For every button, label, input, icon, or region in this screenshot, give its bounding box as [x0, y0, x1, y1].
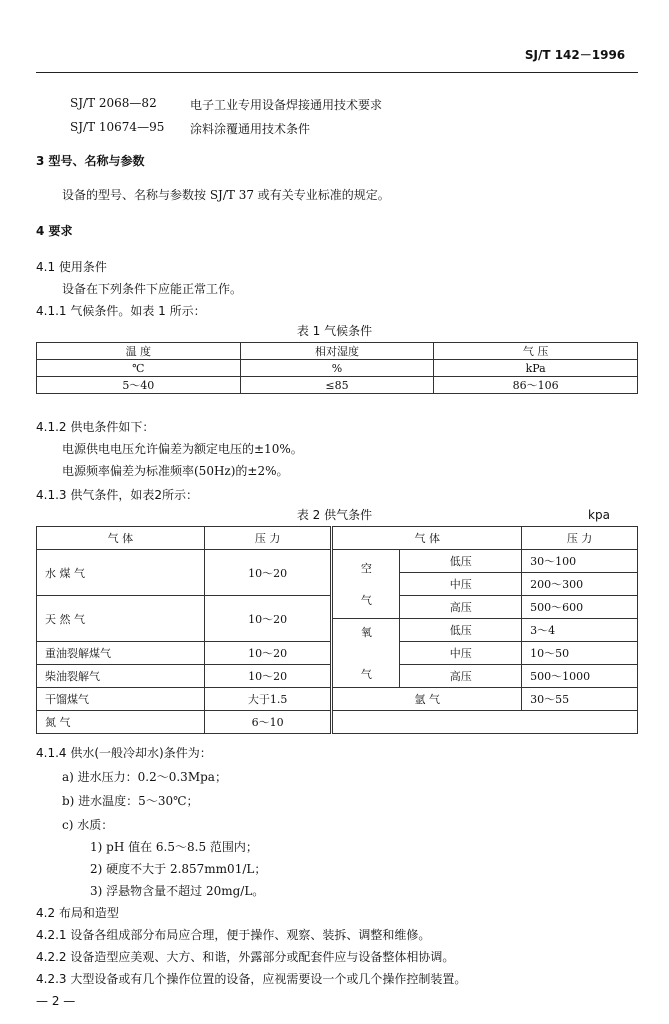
air-label: 气 — [360, 594, 372, 607]
table-cell: 重油裂解煤气 — [37, 642, 205, 665]
table-row — [37, 360, 638, 377]
list-item: b) 进水温度：5～30℃； — [62, 794, 199, 808]
table-unit: kPa — [434, 360, 638, 377]
table-unit: ℃ — [37, 360, 241, 377]
table-cell: 30～100 — [522, 550, 638, 573]
table-cell: ≤85 — [240, 377, 434, 394]
air-label: 空 — [360, 562, 372, 575]
table-cell: 中压 — [400, 642, 522, 665]
subsection-heading: 4.2 布局和造型 — [36, 906, 119, 920]
paragraph: 4.2.2 设备造型应美观、大方、和谐，外露部分或配套件应与设备整体相协调。 — [36, 950, 455, 964]
table-cell: 天 然 气 — [37, 596, 205, 642]
climate-table — [36, 342, 638, 394]
table-cell: 6～10 — [204, 711, 332, 734]
table-header: 压 力 — [522, 527, 638, 550]
table-cell: 86～106 — [434, 377, 638, 394]
table-row — [37, 688, 638, 711]
table-cell: 干馏煤气 — [37, 688, 205, 711]
table-cell: 中压 — [400, 573, 522, 596]
table-cell — [332, 619, 400, 688]
table-header: 温 度 — [37, 343, 241, 360]
table-row — [37, 550, 638, 573]
table-cell: 500～600 — [522, 596, 638, 619]
table-cell: 10～20 — [204, 550, 332, 596]
page-number: — 2 — — [36, 994, 76, 1008]
table-row — [37, 711, 638, 734]
table-cell: 氩 气 — [332, 688, 522, 711]
oxygen-label: 气 — [360, 668, 372, 681]
table-header: 气 体 — [332, 527, 522, 550]
table-row — [37, 527, 638, 550]
paragraph: 4.2.1 设备各组成部分布局应合理，便于操作、观察、装拆、调整和维修。 — [36, 928, 431, 942]
reference-title: 涂料涂覆通用技术条件 — [190, 122, 311, 136]
table-unit: % — [240, 360, 434, 377]
subsection-heading: 4.1.3 供气条件，如表2所示： — [36, 488, 198, 502]
table-header: 气 体 — [37, 527, 205, 550]
table-cell: 水 煤 气 — [37, 550, 205, 596]
section-heading: 4 要求 — [36, 224, 73, 238]
table-cell: 10～20 — [204, 665, 332, 688]
table-cell: 柴油裂解气 — [37, 665, 205, 688]
oxygen-label: 氧 — [360, 626, 372, 639]
header-rule — [36, 72, 638, 73]
reference-code: SJ/T 10674—95 — [70, 120, 165, 134]
reference-title: 电子工业专用设备焊接通用技术要求 — [190, 98, 383, 112]
list-item: 3) 浮悬物含量不超过 20mg/L。 — [90, 884, 265, 898]
table-cell: 10～20 — [204, 642, 332, 665]
table-cell — [332, 550, 400, 619]
table-cell: 氮 气 — [37, 711, 205, 734]
table-cell: 10～20 — [204, 596, 332, 642]
table-cell: 3～4 — [522, 619, 638, 642]
table-cell: 10～50 — [522, 642, 638, 665]
paragraph: 设备的型号、名称与参数按 SJ/T 37 或有关专业标准的规定。 — [62, 188, 390, 202]
table-caption: 表 1 气候条件 — [296, 324, 373, 338]
reference-code: SJ/T 2068—82 — [70, 96, 157, 110]
subsection-heading: 4.1.4 供水(一般冷却水)条件为： — [36, 746, 212, 760]
subsection-heading: 4.1 使用条件 — [36, 260, 107, 274]
table-cell — [332, 711, 638, 734]
standard-number: SJ/T 142－1996 — [524, 48, 626, 62]
table-cell: 200～300 — [522, 573, 638, 596]
paragraph: 4.2.3 大型设备或有几个操作位置的设备，应视需要设一个或几个操作控制装置。 — [36, 972, 467, 986]
table-row — [37, 343, 638, 360]
paragraph: 设备在下列条件下应能正常工作。 — [62, 282, 243, 296]
table-header: 气 压 — [434, 343, 638, 360]
table-unit: kpa — [588, 508, 610, 522]
table-cell: 高压 — [400, 665, 522, 688]
table-header: 压 力 — [204, 527, 332, 550]
subsection-heading: 4.1.1 气候条件。如表 1 所示： — [36, 304, 206, 318]
table-cell: 高压 — [400, 596, 522, 619]
list-item: a) 进水压力：0.2～0.3Mpa； — [62, 770, 227, 784]
table-cell: 低压 — [400, 619, 522, 642]
section-heading: 3 型号、名称与参数 — [36, 154, 145, 168]
list-item: 1) pH 值在 6.5～8.5 范围内； — [90, 840, 258, 854]
table-cell: 5～40 — [37, 377, 241, 394]
paragraph: 电源供电电压允许偏差为额定电压的±10%。 — [62, 442, 303, 456]
list-item: 2) 硬度不大于 2.857mm01/L； — [90, 862, 267, 876]
table-cell: 大于1.5 — [204, 688, 332, 711]
table-cell: 低压 — [400, 550, 522, 573]
gas-supply-table — [36, 526, 638, 734]
subsection-heading: 4.1.2 供电条件如下： — [36, 420, 155, 434]
table-caption: 表 2 供气条件 — [296, 508, 373, 522]
table-row — [37, 377, 638, 394]
table-cell: 500～1000 — [522, 665, 638, 688]
list-item: c) 水质： — [62, 818, 114, 832]
table-cell: 30～55 — [522, 688, 638, 711]
paragraph: 电源频率偏差为标准频率(50Hz)的±2%。 — [62, 464, 289, 478]
table-header: 相对湿度 — [240, 343, 434, 360]
